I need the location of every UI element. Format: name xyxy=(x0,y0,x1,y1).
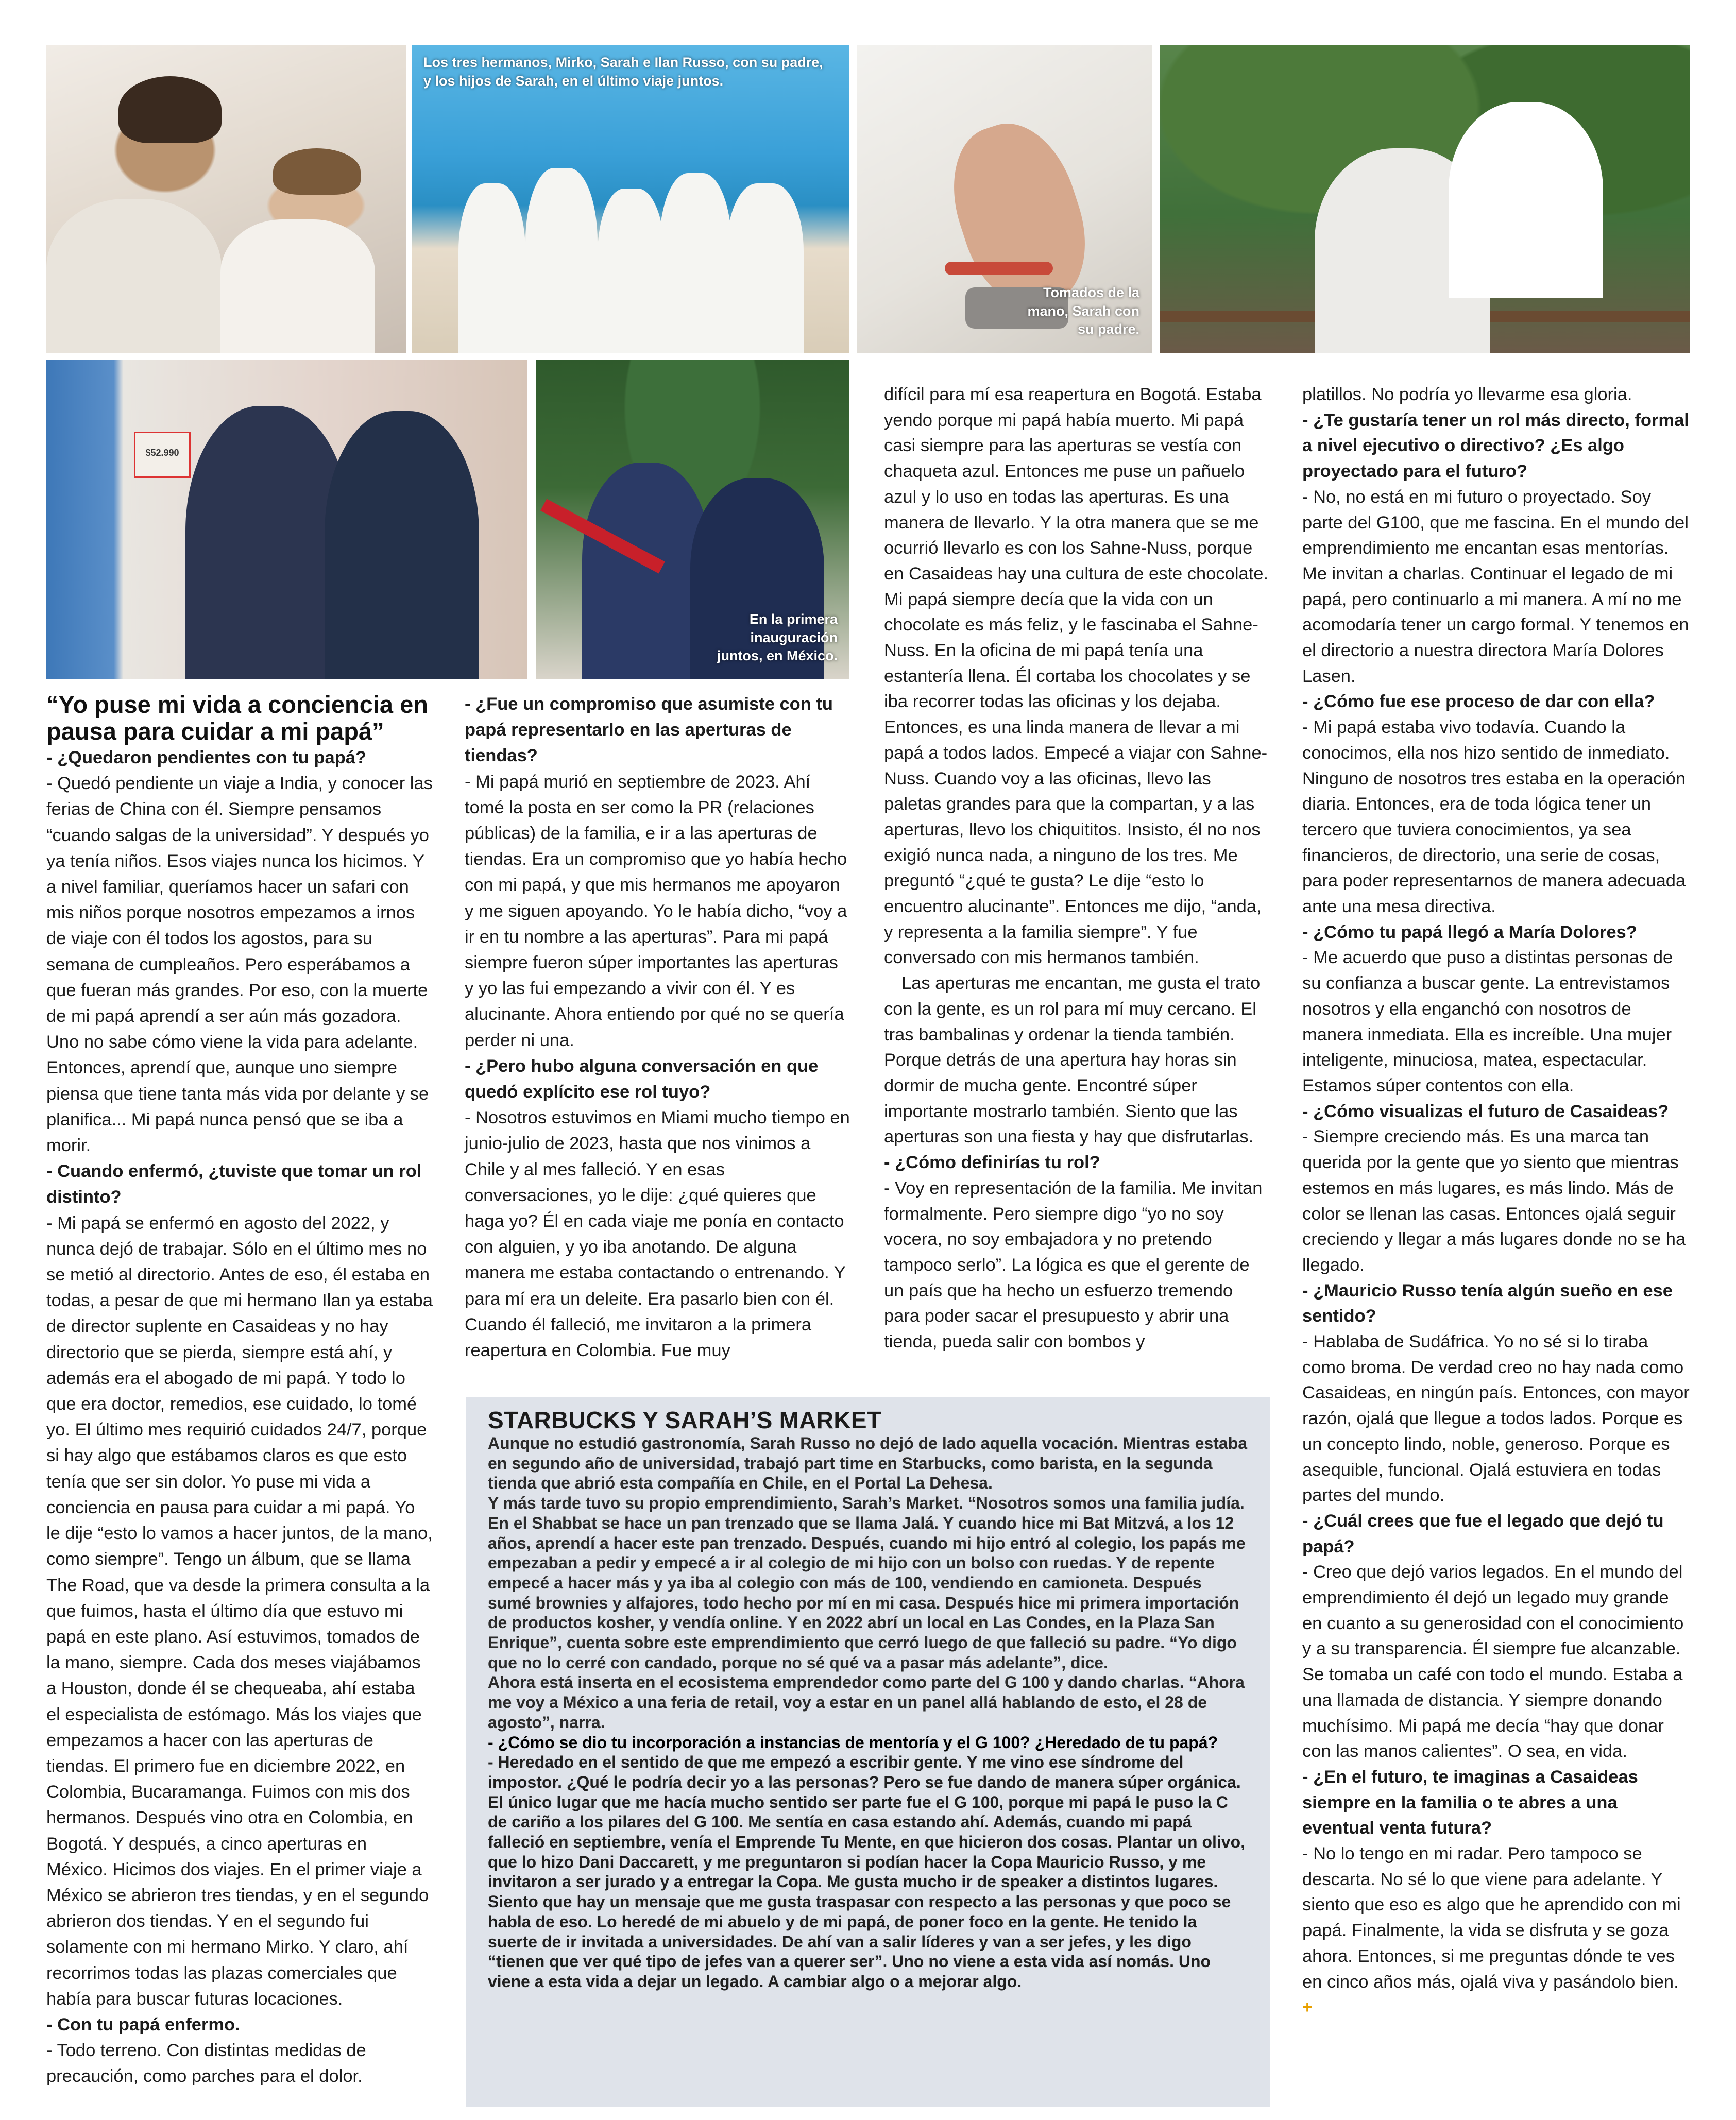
box-paragraph: Ahora está inserta en el ecosistema emprendedor como parte del G 100 y dando charlas. “Ahora me voy a México a una feria de retail, voy a estar en un panel allá hablando de esto, el 28 de agosto”, narra. xyxy=(488,1673,1245,1732)
box-title: STARBUCKS Y SARAH’S MARKET xyxy=(488,1407,882,1433)
interview-answer xyxy=(1302,1841,1691,2021)
interview-answer: - No, no está en mi futuro o proyectado. Soy parte del G100, que me fascina. En el mundo del emprendimiento me encantan esas mentorías. Me invitan a charlas. Continuar el legado de mi papá, pero continuarlo a mi manera. A mí no me acomodaría tener un cargo formal. Y tenemos en el directorio a nuestra directora María Dolores Lasen. xyxy=(1302,487,1689,686)
article-column-1 xyxy=(46,691,433,2090)
photo-family-beach xyxy=(412,45,849,353)
interview-question: - Cuando enfermó, ¿tuviste que tomar un rol distinto? xyxy=(46,1161,422,1207)
interview-answer: - Siempre creciendo más. Es una marca tan querida por la gente que yo siento que mientras estemos en más lugares, es más lindo. Más de color se llenan las casas. Entonces ojalá seguir creciendo y llegar a más lugares donde no se ha llegado. xyxy=(1302,1127,1686,1275)
interview-answer: - Creo que dejó varios legados. En el mundo del emprendimiento él dejó un legado muy grande en cuanto a su generosidad con el conocimiento y a su transparencia. Él siempre fue alcanzable. Se tomaba un café con todo el mundo. Estaba a una llamada de distancia. Y siempre donando muchísimo. Mi papá me decía “hay que donar con las manos calientes”. O sea, en vida. xyxy=(1302,1562,1684,1762)
interview-question: - ¿Cómo visualizas el futuro de Casaideas? xyxy=(1302,1101,1669,1121)
photo-store-opening xyxy=(46,360,527,679)
photo-piggyback-jungle xyxy=(1160,45,1690,353)
interview-question: - ¿Cómo definirías tu rol? xyxy=(884,1153,1100,1173)
interview-question: - ¿Mauricio Russo tenía algún sueño en ese sentido? xyxy=(1302,1280,1673,1326)
interview-question: - ¿Pero hubo alguna conversación en que quedó explícito ese rol tuyo? xyxy=(465,1056,819,1102)
photo-holding-hands xyxy=(857,45,1152,353)
article-column-4 xyxy=(1302,382,1691,2021)
interview-answer: - Hablaba de Sudáfrica. Yo no sé si lo tiraba como broma. De verdad creo no hay nada como Casaideas, en ningún país. Entonces, con mayor razón, ojalá que llegue a todos lados. Porque es un concepto lindo, noble, generoso. Porque es asequible, funcional. Ojalá estuviera en todas partes del mundo. xyxy=(1302,1332,1690,1506)
interview-question: - Con tu papá enfermo. xyxy=(46,2014,240,2034)
interview-answer: - Quedó pendiente un viaje a India, y conocer las ferias de China con él. Siempre pensamos “cuando salgas de la universidad”. Y después yo ya tenía niños. Esos viajes nunca los hicimos. Y a nivel familiar, queríamos hacer un safari con mis niños porque nosotros empezamos a irnos de viaje con él todos los agostos, para su semana de cumpleaños. Pero esperábamos a que fueran más grandes. Por eso, con la muerte de mi papá aprendí a ser aún más gozadora. Uno no sabe cómo viene la vida para adelante. Entonces, aprendí que, aunque uno siempre piensa que tiene tanta más vida por delante y se planifica... Mi papá nunca pensó que se iba a morir. xyxy=(46,774,433,1156)
box-paragraph: Aunque no estudió gastronomía, Sarah Russo no dejó de lado aquella vocación. Mientras estaba en segundo año de universidad, trabajó part time en Starbucks, como barista, en la segunda tienda que abrió esta compañía en Chile, en el Portal La Dehesa. xyxy=(488,1434,1248,1493)
article-column-3 xyxy=(884,382,1270,1355)
interview-answer: - Nosotros estuvimos en Miami mucho tiempo en junio-julio de 2023, hasta que nos vinimos a Chile y al mes falleció. Y en esas conversaciones, yo le dije: ¿qué quieres que haga yo? Él en cada viaje me ponía en contacto con alguien, y yo iba anotando. De alguna manera me estaba contactando o entrenando. Y para mí era un deleite. Era pasarlo bien con él. Cuando él falleció, me invitaron a la primera reapertura en Colombia. Fue muy xyxy=(465,1108,850,1361)
answer-text: - No lo tengo en mi radar. Pero tampoco se descarta. No sé lo que viene para adelante. Y siento que eso es algo que he aprendido con mi papá. Finalmente, la vida se disfruta y se goza ahora. Entonces, si me preguntas dónde te ves en cinco años más, ojalá viva y pasándolo bien. xyxy=(1302,1844,1681,1992)
sidebar-box-starbucks xyxy=(466,1397,1270,2107)
box-question: - ¿Cómo se dio tu incorporación a instancias de mentoría y el G 100? ¿Heredado de tu papá? xyxy=(488,1733,1218,1752)
interview-answer: - Mi papá se enfermó en agosto del 2022, y nunca dejó de trabajar. Sólo en el último mes no se metió al directorio. Antes de eso, él estaba en todas, a pesar de que mi hermano Ilan ya estaba de director suplente en Casaideas y no hay directorio que se pierda, siempre está ahí, y además era el abogado de mi papá. Y todo lo que era doctor, remedios, ese cuidado, lo tomé yo. El último mes requirió cuidados 24/7, porque si hay algo que estábamos claros es que esto tenía que ser sin dolor. Yo puse mi vida a conciencia en pausa para cuidar a mi papá. Yo le dije “esto lo vamos a hacer juntos, de la mano, como siempre”. Tengo un álbum, que se llama The Road, que va desde la primera consulta a la que fuimos, hasta el último día que estuvo mi papá en este plano. Así estuvimos, tomados de la mano, siempre. Cada dos meses viajábamos a Houston, donde él se chequeaba, ahí estaba el especialista de estómago. Más los viajes que empezamos a hacer con las aperturas de tiendas. El primero fue en diciembre 2022, en Colombia, Bucaramanga. Fuimos con mis dos hermanos. Después vino otra en Colombia, en Bogotá. Y después, a cinco aperturas en México. Hicimos dos viajes. En el primer viaje a México se abrieron tres tiendas, y en el segundo abrieron dos tiendas. Y en el segundo fui solamente con mi hermano Mirko. Y claro, ahí recorrimos todas las plazas comerciales que había para buscar futuras locaciones. xyxy=(46,1213,433,2009)
interview-answer: - Todo terreno. Con distintas medidas de precaución, como parches para el dolor. xyxy=(46,2041,366,2087)
end-mark: + xyxy=(1302,1997,1313,2018)
photo-caption-inauguration: En la primera inauguración juntos, en México. xyxy=(717,611,838,664)
photo-sarah-with-child xyxy=(46,45,406,353)
interview-question: - ¿Cuál crees que fue el legado que dejó tu papá? xyxy=(1302,1511,1664,1557)
section-heading: “Yo puse mi vida a conciencia en pausa para cuidar a mi papá” xyxy=(46,691,428,745)
photo-caption-family: Los tres hermanos, Mirko, Sarah e Ilan Russo, con su padre, y los hijos de Sarah, en el último viaje juntos. xyxy=(423,55,823,89)
interview-question: - ¿Cómo tu papá llegó a María Dolores? xyxy=(1302,922,1637,942)
interview-answer: - Voy en representación de la familia. Me invitan formalmente. Pero siempre digo “yo no soy vocera, no soy embajadora y no pretendo tampoco serlo”. La lógica es que el gerente de un país que ha hecho un esfuerzo tremendo para poder sacar el presupuesto y abrir una tienda, pueda salir con bombos y xyxy=(884,1178,1263,1352)
interview-question: - ¿En el futuro, te imaginas a Casaideas siempre en la familia o te abres a una eventual venta futura? xyxy=(1302,1767,1638,1838)
interview-question: - ¿Cómo fue ese proceso de dar con ella? xyxy=(1302,692,1655,712)
interview-question: - ¿Quedaron pendientes con tu papá? xyxy=(46,748,367,767)
interview-answer: - Me acuerdo que puso a distintas personas de su confianza a buscar gente. La entrevistamos nosotros y ella enganchó con nosotros de manera inmediata. Ella es increíble. Una mujer inteligente, minuciosa, matea, espectacular. Estamos súper contentos con ella. xyxy=(1302,948,1673,1096)
interview-answer: - Mi papá murió en septiembre de 2023. Ahí tomé la posta en ser como la PR (relaciones públicas) de la familia, e ir a las aperturas de tiendas. Era un compromiso que yo había hecho con mi papá, y que mis hermanos me apoyaron y me siguen apoyando. Yo le había dicho, “voy a ir en tu nombre a las aperturas”. Para mi papá siempre fueron súper importantes las aperturas y yo las fui empezando a vivir con él. Y es alucinante. Ahora entiendo por qué no se quería perder ni una. xyxy=(465,772,847,1050)
price-tag-icon: $52.990 xyxy=(134,432,191,478)
box-answer: - Heredado en el sentido de que me empezó a escribir gente. Y me vino ese síndrome del impostor. ¿Qué le podría decir yo a las personas? Pero se fue dando de manera súper orgánica. El único lugar que me hacía mucho sentido ser parte fue el G 100, porque mi papá le puso la C de cariño a los pilares del G 100. Me sentía en casa estando ahí. Además, cuando mi papá falleció en septiembre, venía el Emprende Tu Mente, en que hicieron dos cosas. Plantar un olivo, que lo hizo Dani Daccarett, y me preguntaron si podían hacer la Copa Mauricio Russo, y me invitaron a ser jurado y a entregar la Copa. Me gusta mucho ir de speaker a distintos lugares. Siento que hay un mensaje que me gusta traspasar con respecto a las personas y que poco se habla de eso. Lo heredé de mi abuelo y de mi papá, de poner foco en la gente. He tenido la suerte de ir invitada a universidades. De ahí van a salir líderes y van a ser jefes, y les digo “tienen que ver qué tipo de jefes van a querer ser”. Uno no viene a esta vida así nomás. Uno viene a esta vida a dejar un legado. A cambiar algo o a mejorar algo. xyxy=(488,1753,1246,1991)
photo-caption-hands: Tomados de la mano, Sarah con su padre. xyxy=(1027,285,1139,337)
interview-answer: difícil para mí esa reapertura en Bogotá. Estaba yendo porque mi papá había muerto. Mi papá casi siempre para las aperturas se vestía con chaqueta azul. Entonces me puse un pañuelo azul y lo uso en todas las aperturas. Es una manera de llevarlo. Y la otra manera que se me ocurrió llevarlo es con los Sahne-Nuss, porque en Casaideas hay una cultura de este chocolate. Mi papá siempre decía que la vida con un chocolate es más feliz, y le fascinaba el Sahne-Nuss. En la oficina de mi papá tenía una estantería llena. Él cortaba los chocolates y se iba recorrer todas las oficinas y los dejaba. Entonces, es una linda manera de llevar a mi papá a todos lados. Empecé a viajar con Sahne-Nuss. Cuando voy a las oficinas, llevo las paletas grandes para que la compartan, y a las aperturas, llevo los chiquititos. Insisto, él no nos exigió nunca nada, a ninguno de los tres. Me preguntó “¿qué te gusta? Le dije “esto lo encuentro alucinante”. Entonces me dijo, “anda, y representa a la familia siempre”. Y fue conversado con mis hermanos también. xyxy=(884,385,1269,968)
interview-answer: platillos. No podría yo llevarme esa gloria. xyxy=(1302,385,1632,404)
box-paragraph: Y más tarde tuvo su propio emprendimiento, Sarah’s Market. “Nosotros somos una familia judía. En el Shabbat se hace un pan trenzado que se llama Jalá. Y cuando hice mi Bat Mitzvá, a los 12 años, aprendí a hacer este pan trenzado. Después, cuando mi hijo entró al colegio, los papás me empezaban a pedir y empecé a ir al colegio de mi hijo con un bolso con ruedas. Y de repente empecé a hacer más y ya iba al colegio con más de 100, vendiendo en camioneta. Después sumé brownies y alfajores, todo hecho por mí en mi casa. Después hice mi primera importación de productos kosher, y vendía online. Y en 2022 abrí un local en Las Condes, en la Plaza San Enrique”, cuenta sobre este emprendimiento que cerró luego de que falleció su padre. “Yo digo que no lo cerré con candado, porque no sé qué va a pasar más adelante”, dice. xyxy=(488,1494,1246,1672)
interview-question: - ¿Fue un compromiso que asumiste con tu papá representarlo en las aperturas de tiendas? xyxy=(465,694,833,766)
interview-question: - ¿Te gustaría tener un rol más directo, formal a nivel ejecutivo o directivo? ¿Es algo proyectado para el futuro? xyxy=(1302,410,1689,482)
photo-inauguration-mexico xyxy=(536,360,849,679)
article-column-2 xyxy=(465,691,851,1363)
interview-answer: Las aperturas me encantan, me gusta el trato con la gente, es un rol para mí muy cercano. El tras bambalinas y ordenar la tienda también. Porque detrás de una apertura hay horas sin dormir de mucha gente. Encontré súper importante mostrarlo también. Siento que las aperturas son una fiesta y hay que disfrutarlas. xyxy=(884,973,1261,1147)
interview-answer: - Mi papá estaba vivo todavía. Cuando la conocimos, ella nos hizo sentido de inmediato. Ninguno de nosotros tres estaba en la operación diaria. Entonces, era de toda lógica tener un tercero que tuviera conocimientos, ya sea financieros, de directorio, una serie de cosas, para poder representarnos de manera adecuada ante una mesa directiva. xyxy=(1302,717,1686,917)
